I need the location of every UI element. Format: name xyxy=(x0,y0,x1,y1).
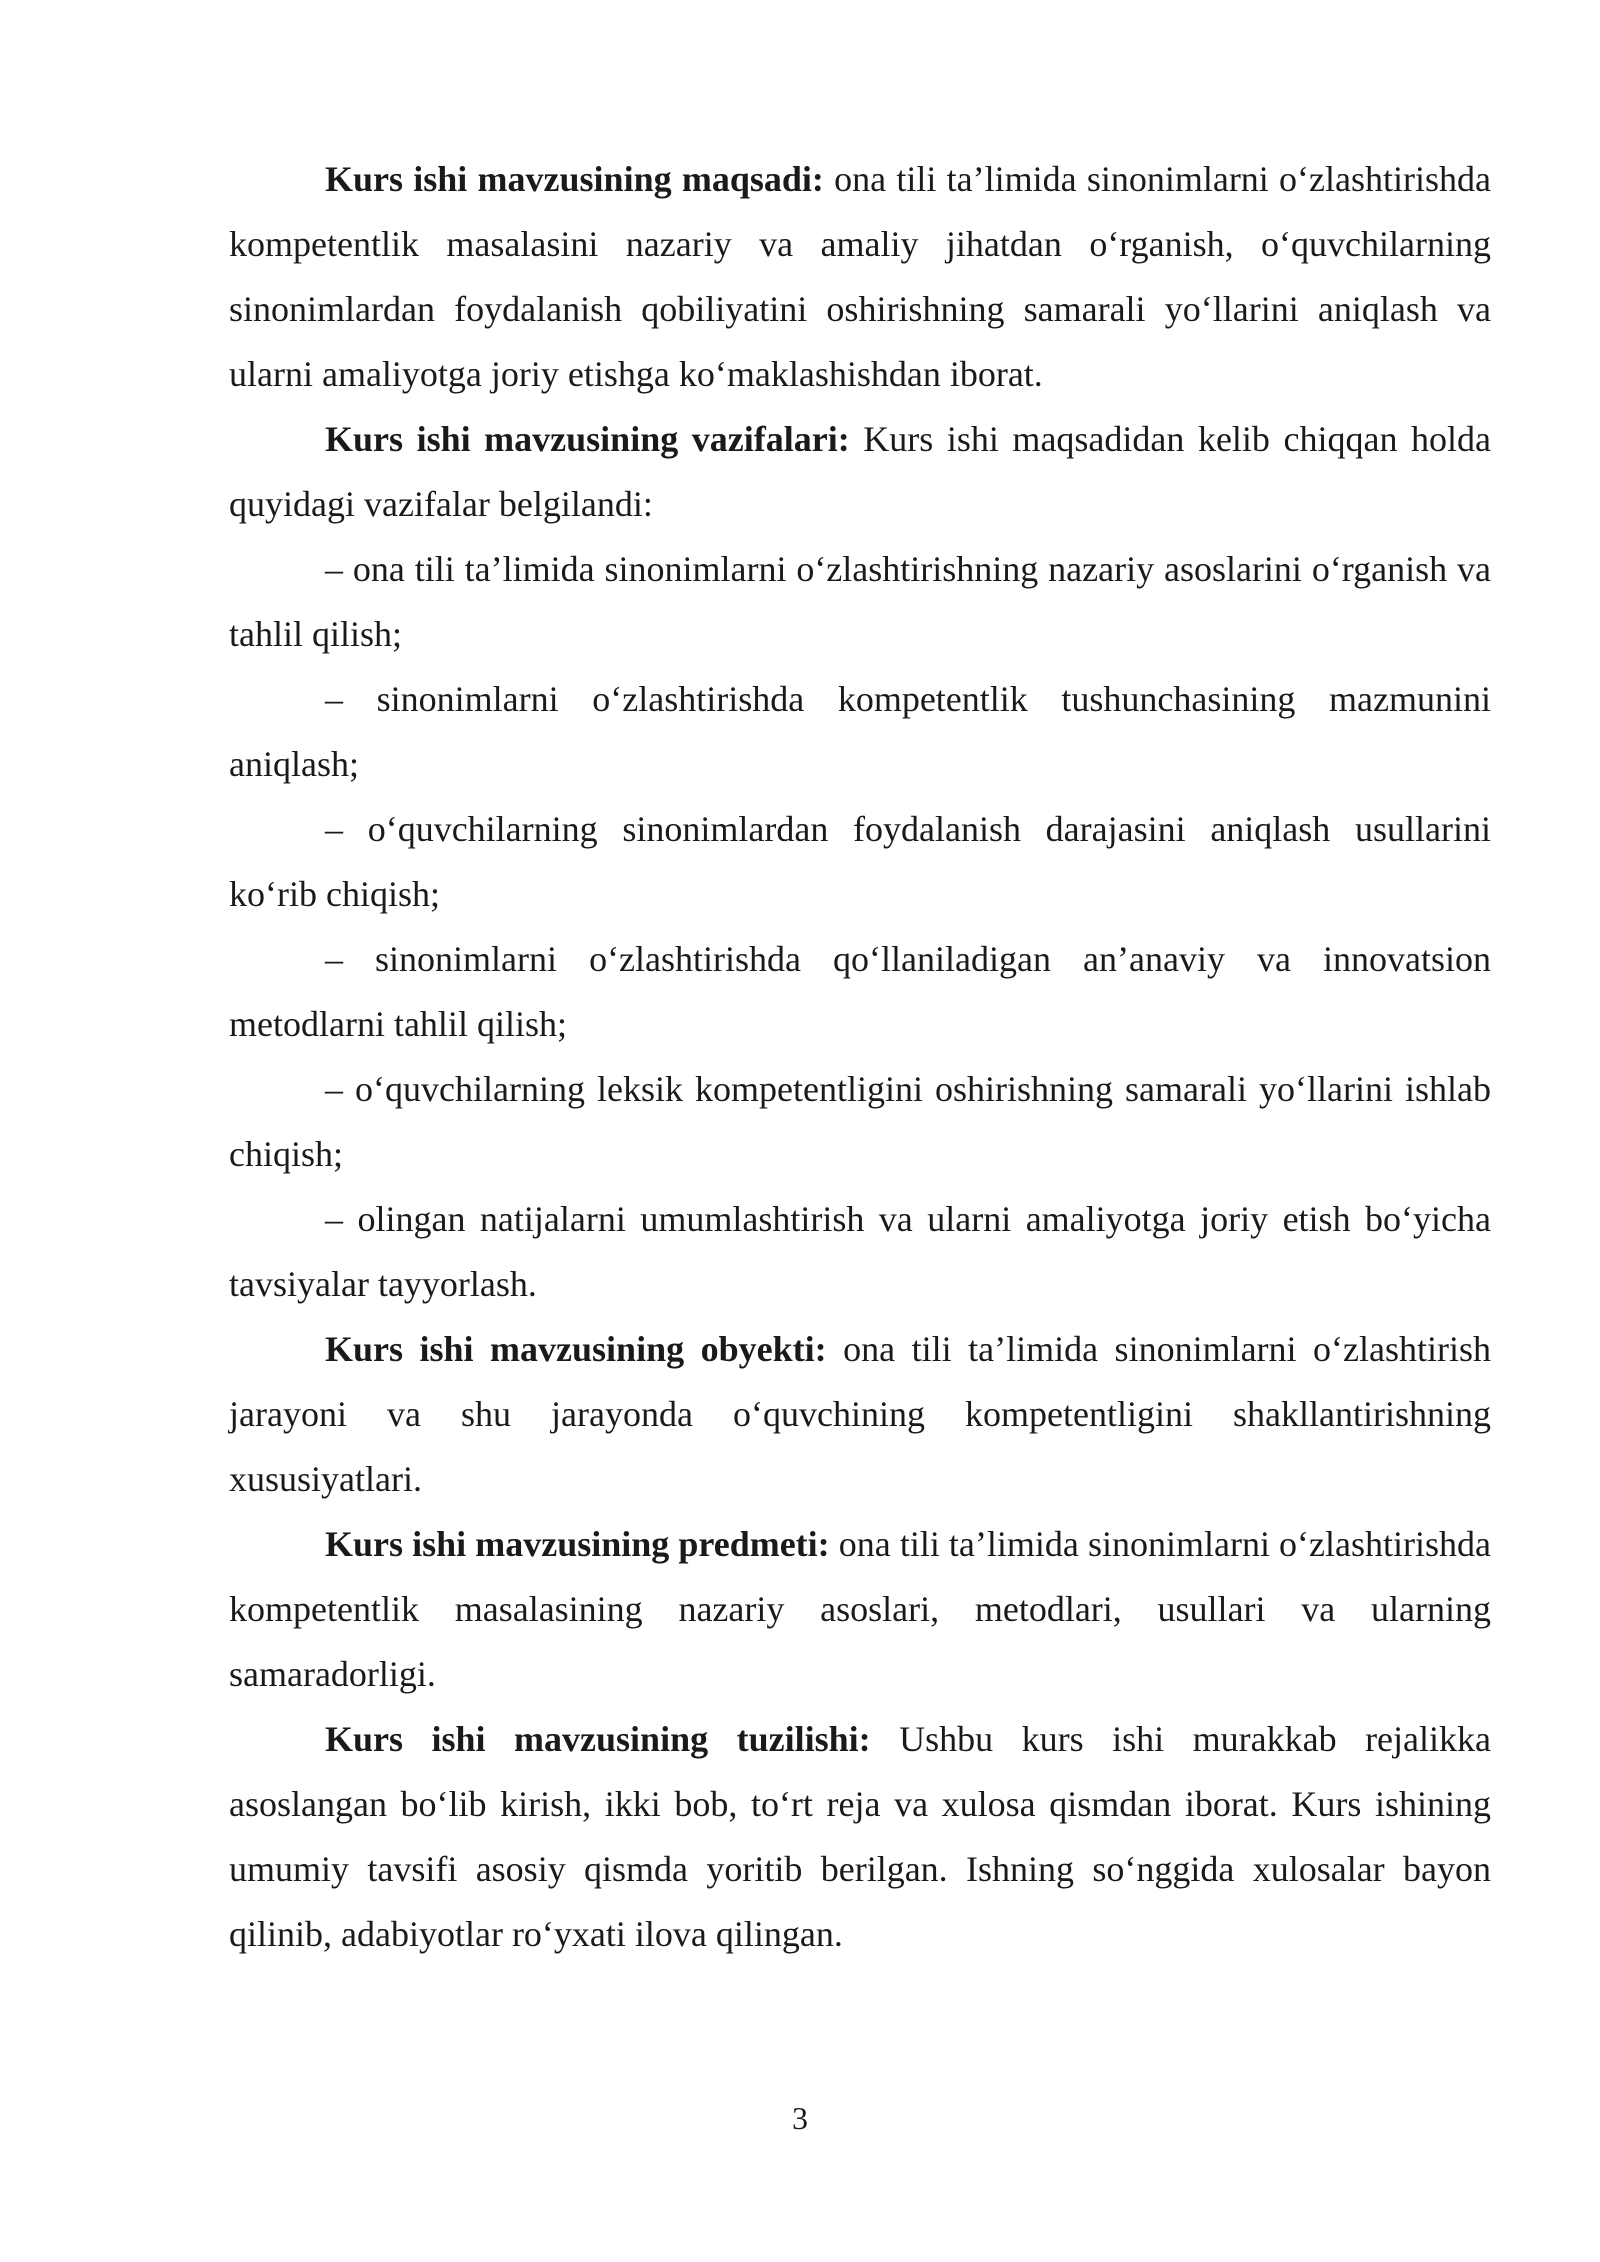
paragraph-vazifalar xyxy=(229,407,1491,537)
heading-vazifalar: Kurs ishi mavzusining vazifalari: xyxy=(325,419,850,459)
text-vazifalar: Kurs ishi maqsadidan kelib chiqqan holda quyidagi vazifalar belgilandi: xyxy=(229,419,1492,524)
text-maqsad: ona tili ta’limida sinonimlarni o‘zlashtirishda kompetentlik masalasini nazariy va amaliy jihatdan o‘rganish, o‘quvchilarning sinonimlardan foydalanish qobiliyatini oshirishning samarali yo‘llarini aniqlash va ularni amaliyotga joriy etishga ko‘maklashishdan iborat. xyxy=(229,159,1491,394)
paragraph-maqsad xyxy=(229,147,1491,407)
paragraph-tuzilish xyxy=(229,1707,1491,1967)
paragraph-predmet xyxy=(229,1512,1491,1707)
text-tuzilish: Ushbu kurs ishi murakkab rejalikka asoslangan bo‘lib kirish, ikki bob, to‘rt reja va xulosa qismdan iborat. Kurs ishining umumiy tavsifi asosiy qismda yoritib berilgan. Ishning so‘nggida xulosalar bayon qilinib, adabiyotlar ro‘yxati ilova qilingan. xyxy=(229,1719,1491,1954)
heading-tuzilish: Kurs ishi mavzusining tuzilishi: xyxy=(325,1719,871,1759)
list-item: – o‘quvchilarning sinonimlardan foydalanish darajasini aniqlash usullarini ko‘rib chiqish; xyxy=(229,809,1491,914)
list-item: – sinonimlarni o‘zlashtirishda kompetentlik tushunchasining mazmunini aniqlash; xyxy=(229,679,1491,784)
list-item: – ona tili ta’limida sinonimlarni o‘zlashtirishning nazariy asoslarini o‘rganish va tahlil qilish; xyxy=(229,549,1491,654)
heading-maqsad: Kurs ishi mavzusining maqsadi: xyxy=(325,159,824,199)
heading-obyekt: Kurs ishi mavzusining obyekti: xyxy=(325,1329,827,1369)
list-item: – o‘quvchilarning leksik kompetentligini oshirishning samarali yo‘llarini ishlab chiqish; xyxy=(229,1069,1491,1174)
list-item: – sinonimlarni o‘zlashtirishda qo‘llaniladigan an’anaviy va innovatsion metodlarni tahlil qilish; xyxy=(229,939,1491,1044)
paragraph-obyekt xyxy=(229,1317,1491,1512)
heading-predmet: Kurs ishi mavzusining predmeti: xyxy=(325,1524,830,1564)
document-body xyxy=(229,147,1491,1967)
text-predmet: ona tili ta’limida sinonimlarni o‘zlashtirishda kompetentlik masalasining nazariy asoslari, metodlari, usullari va ularning samaradorligi. xyxy=(229,1524,1491,1694)
page-number: 3 xyxy=(792,2100,808,2136)
list-item: – olingan natijalarni umumlashtirish va ularni amaliyotga joriy etish bo‘yicha tavsiyalar tayyorlash. xyxy=(229,1199,1491,1304)
text-obyekt: ona tili ta’limida sinonimlarni o‘zlashtirish jarayoni va shu jarayonda o‘quvchining kompetentligini shakllantirishning xususiyatlari. xyxy=(229,1329,1492,1499)
